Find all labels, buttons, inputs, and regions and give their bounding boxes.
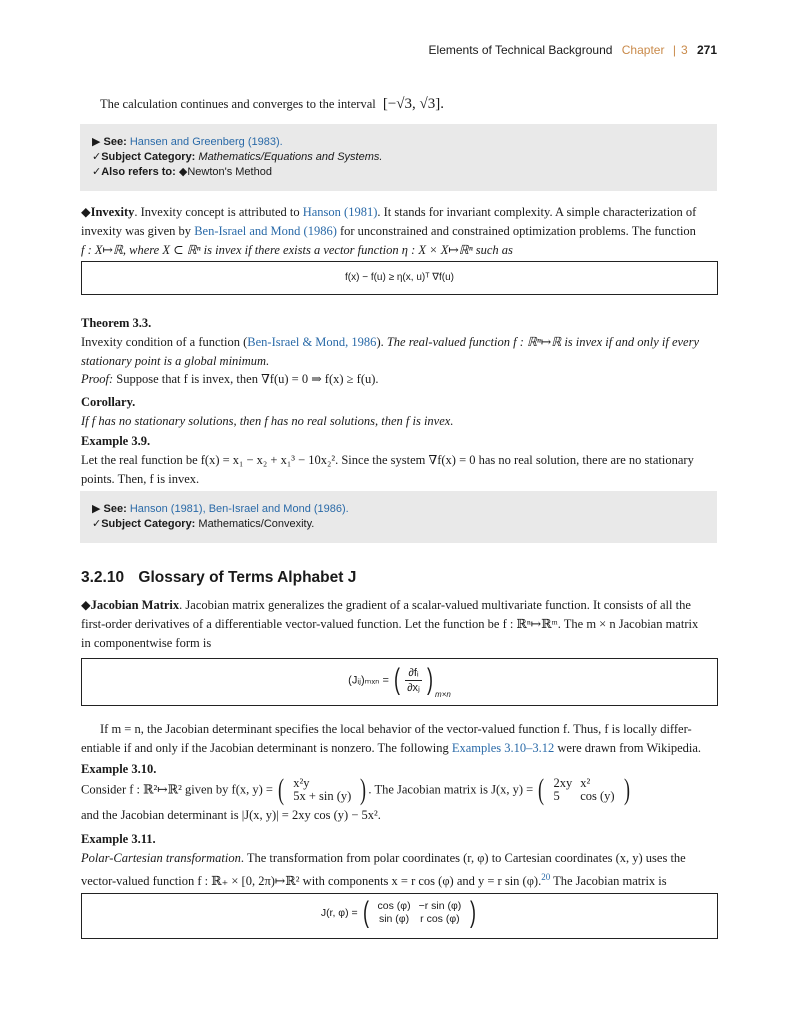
jacobian-formula-box <box>81 658 718 706</box>
theorem-block <box>81 314 721 371</box>
m12: x² <box>580 776 591 790</box>
theorem-ref-link[interactable]: Ben-Israel & Mond, 1986 <box>247 335 377 349</box>
example-3-11-italic: Polar-Cartesian transformation <box>81 851 241 865</box>
polar-lhs: J(r, φ) = <box>320 907 358 919</box>
left-paren-mtx: ( <box>538 773 545 806</box>
example-3-11-line-2: vector-valued function f : ℝ₊ × [0, 2π)↦ℝ² with components x = r cos (φ) and y = r sin (φ). <box>81 874 542 889</box>
subject-line <box>80 150 717 165</box>
also-refers-line <box>80 165 717 180</box>
jacobian-lhs: (Jᵢⱼ)ₘₓₙ = <box>348 674 389 687</box>
theorem-text-2: ). <box>376 335 387 349</box>
footnote-20-link[interactable]: 20 <box>541 872 551 882</box>
example-3-9 <box>81 432 721 489</box>
see-line-2 <box>80 502 717 517</box>
see-box-1 <box>80 124 717 191</box>
corollary-text: If f has no stationary solutions, then f has no real solutions, then f is invex. <box>81 414 454 428</box>
determinant-text: and the Jacobian determinant is |J(x, y)| = 2xy cos (y) − 5x². <box>81 808 381 822</box>
subject-value-2: Mathematics/Convexity. <box>198 518 315 530</box>
p22: r cos (φ) <box>420 913 460 925</box>
example-3-9-line-1: Let the real function be f(x) = x₁ − x₂ + x₁³ − 10x₂². Since the system ∇f(x) = 0 has no real solution, there are no stationary <box>81 453 694 467</box>
example-3-10-text-2: . The Jacobian matrix is J(x, y) = <box>368 782 534 797</box>
p11: cos (φ) <box>377 900 411 912</box>
examples-ref-link[interactable]: Examples 3.10–3.12 <box>451 741 555 755</box>
example-3-11 <box>81 830 721 891</box>
section-heading <box>81 569 356 587</box>
invexity-formula: f(x) − f(u) ≥ η(x, u)ᵀ ∇f(u) <box>344 272 454 283</box>
also-value: ◆Newton's Method <box>178 166 272 178</box>
invexity-text-2: . It stands for invariant complexity. A simple characterization of invexity was given by <box>81 205 697 238</box>
section-title: Glossary of Terms Alphabet J <box>138 569 357 586</box>
corollary-block <box>81 393 718 431</box>
see-ref-link-2[interactable]: Hanson (1981), Ben-Israel and Mond (1986). <box>129 503 349 515</box>
right-paren-mtx: ) <box>623 773 630 806</box>
proof-line <box>81 370 718 389</box>
jacobian-fraction <box>405 666 422 695</box>
proof-label: Proof: <box>81 372 114 386</box>
jacobian-paragraph <box>81 596 721 653</box>
jacobian-paragraph-2 <box>81 720 721 758</box>
jacobian-matrix-310 <box>549 777 618 803</box>
chapter-number: 3 <box>680 43 688 57</box>
book-title: Elements of Technical Background <box>428 43 613 57</box>
example-3-10-text-1: Consider f : ℝ²↦ℝ² given by f(x, y) = <box>81 782 273 797</box>
proof-text: Suppose that f is invex, then ∇f(u) = 0 ⇒ f(x) ≥ f(u). <box>113 372 379 386</box>
chapter-label: Chapter <box>621 43 665 57</box>
left-paren-vec: ( <box>278 773 285 806</box>
polar-formula <box>321 898 478 928</box>
example-3-10-title: Example 3.10. <box>81 762 157 776</box>
see-box-2 <box>80 491 717 543</box>
example-3-10-line-2 <box>81 806 721 825</box>
right-paren: ) <box>427 663 434 696</box>
jacobian-p2-line-2b: were drawn from Wikipedia. <box>554 741 702 755</box>
left-paren: ( <box>394 663 401 696</box>
jacobian-formula <box>348 665 451 699</box>
corollary-title: Corollary. <box>81 395 136 409</box>
jacobian-subscript: m×n <box>435 689 451 699</box>
see-label: ▶ See: <box>92 136 130 148</box>
invexity-text-4: f : X↦ℝ, where X ⊂ ℝⁿ is invex if there exists a vector function η : X × X↦ℝⁿ such as <box>81 243 513 257</box>
section-number: 3.2.10 <box>81 569 125 586</box>
theorem-text-1: Invexity condition of a function ( <box>81 335 248 349</box>
jacobian-p2-line-1: If m = n, the Jacobian determinant specifies the local behavior of the vector-valued function f. Thus, f is locally differ- <box>100 722 692 736</box>
left-paren-polar: ( <box>362 896 369 929</box>
invexity-text-1: . Invexity concept is attributed to <box>134 205 303 219</box>
invexity-formula-box <box>81 261 718 295</box>
see-line <box>80 135 717 150</box>
see-ref-link[interactable]: Hansen and Greenberg (1983). <box>129 136 283 148</box>
page-number: 271 <box>696 43 717 57</box>
vector-entry-1: x²y <box>293 776 310 790</box>
p12: −r sin (φ) <box>418 900 462 912</box>
m11: 2xy <box>553 776 573 790</box>
interval: [−√3, √3]. <box>382 96 445 112</box>
also-label: ✓Also refers to: <box>92 166 179 178</box>
polar-formula-box <box>81 893 718 939</box>
vector-fxy <box>289 777 355 803</box>
invexity-paragraph <box>81 203 718 260</box>
p21: sin (φ) <box>378 913 410 925</box>
ref-ben-israel-link[interactable]: Ben-Israel and Mond (1986) <box>194 224 337 238</box>
subject-value: Mathematics/Equations and Systems. <box>198 151 383 163</box>
subject-label: ✓Subject Category: <box>92 151 199 163</box>
theorem-title: Theorem 3.3. <box>81 316 152 330</box>
right-paren-vec: ) <box>360 773 367 806</box>
example-3-9-line-2: points. Then, f is invex. <box>81 472 200 486</box>
fraction-denominator: ∂xⱼ <box>407 681 420 694</box>
jacobian-term: ◆Jacobian Matrix <box>81 598 180 612</box>
example-3-9-title: Example 3.9. <box>81 434 151 448</box>
fraction-numerator: ∂fᵢ <box>405 666 422 681</box>
see-label-2: ▶ See: <box>92 503 130 515</box>
invexity-text-3: for unconstrained and constrained optimization problems. The function <box>336 224 696 238</box>
intro-paragraph <box>100 95 444 114</box>
example-3-10-line-1 <box>81 775 721 805</box>
subject-label-2: ✓Subject Category: <box>92 518 199 530</box>
vector-entry-2: 5x + sin (y) <box>293 789 352 803</box>
intro-text: The calculation continues and converges to the interval <box>100 97 376 111</box>
right-paren-polar: ) <box>470 896 477 929</box>
jacobian-p2-line-2a: entiable if and only if the Jacobian determinant is nonzero. The following <box>81 741 452 755</box>
polar-jacobian-matrix <box>374 900 466 926</box>
subject-line-2 <box>80 517 717 532</box>
separator: | <box>672 43 676 57</box>
running-head <box>429 43 717 57</box>
invexity-term: ◆Invexity <box>81 205 135 219</box>
jacobian-line-3: in componentwise form is <box>81 636 212 650</box>
m22: cos (y) <box>580 789 615 803</box>
jacobian-line-1: . Jacobian matrix generalizes the gradient of a scalar-valued multivariate function. It consists of all the <box>179 598 691 612</box>
ref-hanson-link[interactable]: Hanson (1981) <box>302 205 378 219</box>
example-3-11-title: Example 3.11. <box>81 832 156 846</box>
example-3-11-line-2b: The Jacobian matrix is <box>550 874 667 889</box>
m21: 5 <box>553 789 560 803</box>
theorem-statement: The real-valued function f : ℝⁿ↦ℝ is invex if and only if every stationary point is a global minimum. <box>81 335 699 368</box>
jacobian-line-2: first-order derivatives of a differentiable vector-valued function. Let the function be f : ℝⁿ↦ℝᵐ. The m × n Jacobian matrix <box>81 617 699 631</box>
example-3-11-text-1: . The transformation from polar coordinates (r, φ) to Cartesian coordinates (x, y) uses the <box>240 851 686 865</box>
